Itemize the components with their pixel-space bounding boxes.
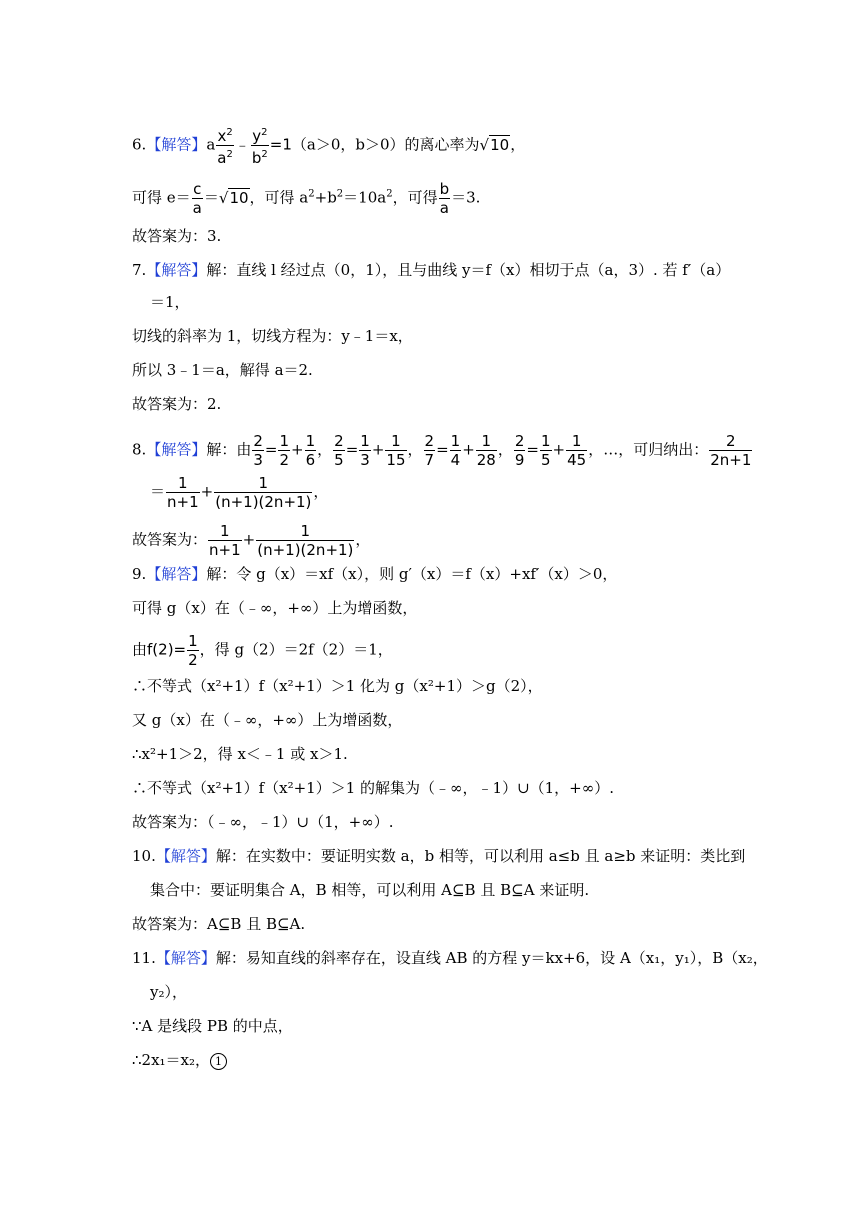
fraction: $\frac{2}{3}$ bbox=[253, 432, 263, 469]
p7-line4: 所以 3﹣1＝a，解得 a＝2. bbox=[132, 361, 313, 379]
p7-line1: 7.【解答】解：直线 l 经过点（0，1），且与曲线 y＝f（x）相切于点（a，3）. 若 f′（a） bbox=[132, 261, 731, 279]
p9-line1: 9.【解答】解：令 g（x）＝xf（x），则 g′（x）＝f（x）+xf′（x）＞0， bbox=[132, 565, 618, 583]
fraction: $\frac{1}{n+1}$ bbox=[167, 474, 199, 511]
p7-answer: 故答案为：2. bbox=[132, 395, 222, 413]
p9-line7: ∴不等式（x²+1）f（x²+1）＞1 的解集为（﹣∞，﹣1）∪（1，+∞）. bbox=[132, 779, 615, 797]
p9-line3: 由f(2)= $\frac{1}{2}$ ，得 g（2）＝2f（2）＝1， bbox=[132, 632, 393, 669]
fraction: $\frac{c}{a}$ bbox=[192, 180, 202, 217]
fraction: $\frac{1}{n+1}$ bbox=[209, 522, 241, 559]
fraction: $\frac{b}{a}$ bbox=[439, 180, 450, 217]
p7-line3: 切线的斜率为 1，切线方程为：y﹣1＝x， bbox=[132, 327, 413, 345]
sqrt: √10 bbox=[218, 188, 249, 207]
p10-line1: 10.【解答】解：在实数中：要证明实数 a，b 相等，可以利用 a≤b 且 a≥b 来证明：类比到 bbox=[132, 847, 746, 865]
fraction: $\frac{1}{2}$ bbox=[188, 632, 198, 669]
fraction: $\frac{1}{(n+1)(2n+1)}$ bbox=[257, 522, 354, 559]
p6-line2: 可得 e＝ $\frac{c}{a}$ ＝√10，可得 $a^2+b^2=10a^2$，可得 $\frac{b}{a}$ ＝3. bbox=[132, 180, 481, 217]
p8-line2: ＝ $\frac{1}{n+1}$ + $\frac{1}{(n+1)(2n+1)}$ ， bbox=[150, 474, 329, 511]
p9-line4: ∴不等式（x²+1）f（x²+1）＞1 化为 g（x²+1）＞g（2）， bbox=[132, 677, 543, 695]
p10-line2: 集合中：要证明集合 A，B 相等，可以利用 A⊆B 且 B⊆A 来证明. bbox=[150, 881, 590, 899]
answer-tag: 【解答】 bbox=[146, 135, 207, 154]
fraction: $\frac{1}{4}$ bbox=[450, 432, 461, 469]
fraction: $\frac{1}{15}$ bbox=[386, 432, 406, 469]
p9-line6: ∴x²+1＞2，得 x＜﹣1 或 x＞1. bbox=[132, 745, 348, 763]
p9-line2: 可得 g（x）在（﹣∞，+∞）上为增函数， bbox=[132, 599, 418, 617]
p11-line2: y₂）， bbox=[150, 983, 187, 1001]
answer-tag: 【解答】 bbox=[155, 949, 216, 967]
p8-answer: 故答案为： $\frac{1}{n+1}$ + $\frac{1}{(n+1)(2n+1)}$ ， bbox=[132, 522, 371, 559]
p8-line1: 8.【解答】解：由 $\frac{2}{3}$ = $\frac{1}{2}$ + $\frac{1}{6}$ ， $\frac{2}{5}$ = $\frac{1}{3}$ + $\frac{1}{15}$ ， $\frac{2}{7}$ = $\frac{1}{4}$ + $\frac{1}{28}$ ， $\frac{2}{9}$ = $\frac{1}{5}$ + $\frac{1}{45}$ ，…，可归纳出： $\frac{2}{2n+1}$ bbox=[132, 432, 752, 469]
fraction: $\frac{1}{45}$ bbox=[567, 432, 587, 469]
fraction: $\frac{2}{9}$ bbox=[514, 432, 525, 469]
p6-answer: 故答案为：3. bbox=[132, 227, 222, 245]
fraction: $\frac{1}{3}$ bbox=[360, 432, 370, 469]
fraction: $\frac{1}{(n+1)(2n+1)}$ bbox=[215, 474, 312, 511]
fraction: $\frac{1}{2}$ bbox=[279, 432, 290, 469]
fraction: $\frac{1}{5}$ bbox=[541, 432, 551, 469]
answer-tag: 【解答】 bbox=[146, 565, 207, 583]
p11-line4: ∴2x₁＝x₂， 1 bbox=[132, 1050, 227, 1070]
answer-tag: 【解答】 bbox=[146, 440, 207, 459]
sqrt: √10 bbox=[479, 135, 510, 154]
fraction: $\frac{y^2}{b^2}$ bbox=[251, 124, 269, 167]
p11-line3: ∵A 是线段 PB 的中点， bbox=[132, 1017, 293, 1035]
circled-number: 1 bbox=[210, 1053, 227, 1070]
answer-tag: 【解答】 bbox=[155, 847, 216, 865]
fraction: $\frac{x^2}{a^2}$ bbox=[216, 124, 234, 167]
fraction: $\frac{2}{5}$ bbox=[334, 432, 344, 469]
fraction: $\frac{1}{6}$ bbox=[305, 432, 316, 469]
p7-line2: ＝1， bbox=[150, 293, 190, 311]
fraction: $\frac{1}{28}$ bbox=[476, 432, 496, 469]
fraction: $\frac{2}{7}$ bbox=[424, 432, 435, 469]
p9-answer: 故答案为：（﹣∞，﹣1）∪（1，+∞）. bbox=[132, 813, 394, 831]
answer-tag: 【解答】 bbox=[146, 261, 207, 279]
p6-line1: 6.【解答】a $\frac{x^2}{a^2}$ ﹣ $\frac{y^2}{b^2}$ =1（a＞0，b＞0）的离心率为√10， bbox=[132, 124, 525, 167]
p10-answer: 故答案为：A⊆B 且 B⊆A. bbox=[132, 915, 306, 933]
p9-line5: 又 g（x）在（﹣∞，+∞）上为增函数， bbox=[132, 711, 403, 729]
fraction: $\frac{2}{2n+1}$ bbox=[710, 432, 752, 469]
p11-line1: 11.【解答】解：易知直线的斜率存在，设直线 AB 的方程 y＝kx+6，设 A（x₁，y₁），B（x₂， bbox=[132, 949, 768, 967]
